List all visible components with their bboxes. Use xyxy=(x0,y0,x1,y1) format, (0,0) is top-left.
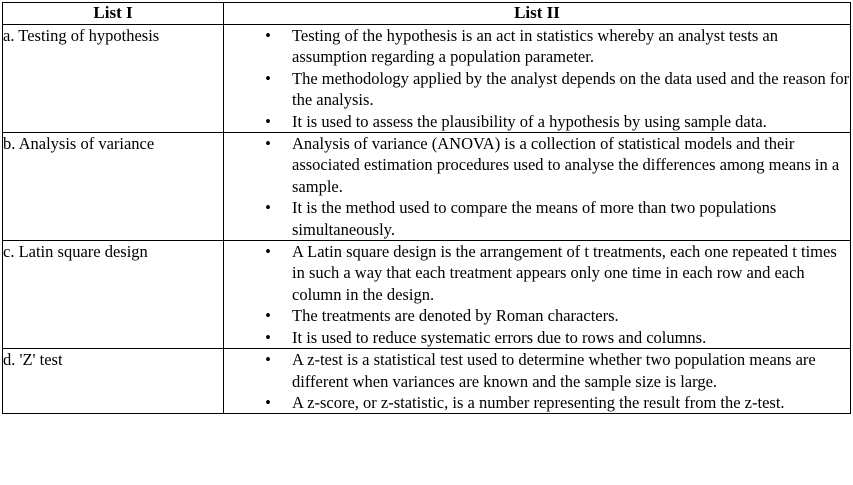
list-1-term: d. 'Z' test xyxy=(3,349,224,414)
bullet-list xyxy=(224,133,850,240)
list-2-header: List II xyxy=(224,3,851,25)
bullet-text: A z-score, or z-statistic, is a number representing the result from the z-test. xyxy=(292,392,785,412)
bullet-item xyxy=(265,197,850,240)
bullet-icon: • xyxy=(265,392,271,412)
bullet-item xyxy=(265,111,850,132)
table-row xyxy=(3,241,851,349)
bullet-text: It is used to reduce systematic errors due to rows and columns. xyxy=(292,327,707,347)
bullet-text: The methodology applied by the analyst depends on the data used and the reason for the analysis. xyxy=(292,68,850,110)
bullet-text: A z-test is a statistical test used to determine whether two population means are different when variances are known and the sample size is large. xyxy=(292,350,816,391)
list-1-term: a. Testing of hypothesis xyxy=(3,25,224,133)
bullet-icon: • xyxy=(265,327,271,347)
bullet-icon: • xyxy=(265,26,271,45)
header-row xyxy=(3,3,851,25)
bullet-text: The treatments are denoted by Roman characters. xyxy=(292,306,619,326)
table-row xyxy=(3,25,851,133)
bullet-list xyxy=(224,349,850,413)
table-row xyxy=(3,133,851,241)
bullet-icon: • xyxy=(265,198,271,218)
bullet-list xyxy=(224,241,850,348)
bullet-icon: • xyxy=(265,350,271,370)
bullet-icon: • xyxy=(265,111,271,131)
list-2-description xyxy=(224,241,851,349)
bullet-text: It is used to assess the plausibility of a hypothesis by using sample data. xyxy=(292,111,767,131)
list-1-term: c. Latin square design xyxy=(3,241,224,349)
bullet-icon: • xyxy=(265,306,271,326)
list-2-description xyxy=(224,133,851,241)
bullet-list xyxy=(224,25,850,132)
bullet-item xyxy=(265,241,850,305)
bullet-item xyxy=(265,305,850,326)
bullet-item xyxy=(265,133,850,197)
bullet-item xyxy=(265,349,850,392)
list-2-description xyxy=(224,349,851,414)
table-row xyxy=(3,349,851,414)
bullet-text: Testing of the hypothesis is an act in statistics whereby an analyst tests an assumption regarding a population parameter. xyxy=(292,26,778,67)
bullet-icon: • xyxy=(265,68,271,88)
bullet-item xyxy=(265,392,850,413)
bullet-text: A Latin square design is the arrangement of t treatments, each one repeated t times in such a way that each treatment appears only one time in each row and each column in the design. xyxy=(292,242,837,304)
bullet-icon: • xyxy=(265,134,271,154)
list-1-term: b. Analysis of variance xyxy=(3,133,224,241)
bullet-item xyxy=(265,68,850,111)
bullet-icon: • xyxy=(265,242,271,262)
list-1-header: List I xyxy=(3,3,224,25)
list-2-description xyxy=(224,25,851,133)
bullet-text: Analysis of variance (ANOVA) is a collection of statistical models and their associated estimation procedures used to analyse the differences among means in a sample. xyxy=(292,134,840,196)
bullet-text: It is the method used to compare the means of more than two populations simultaneously. xyxy=(292,198,777,239)
bullet-item xyxy=(265,25,850,68)
matching-table xyxy=(2,2,851,414)
bullet-item xyxy=(265,327,850,348)
